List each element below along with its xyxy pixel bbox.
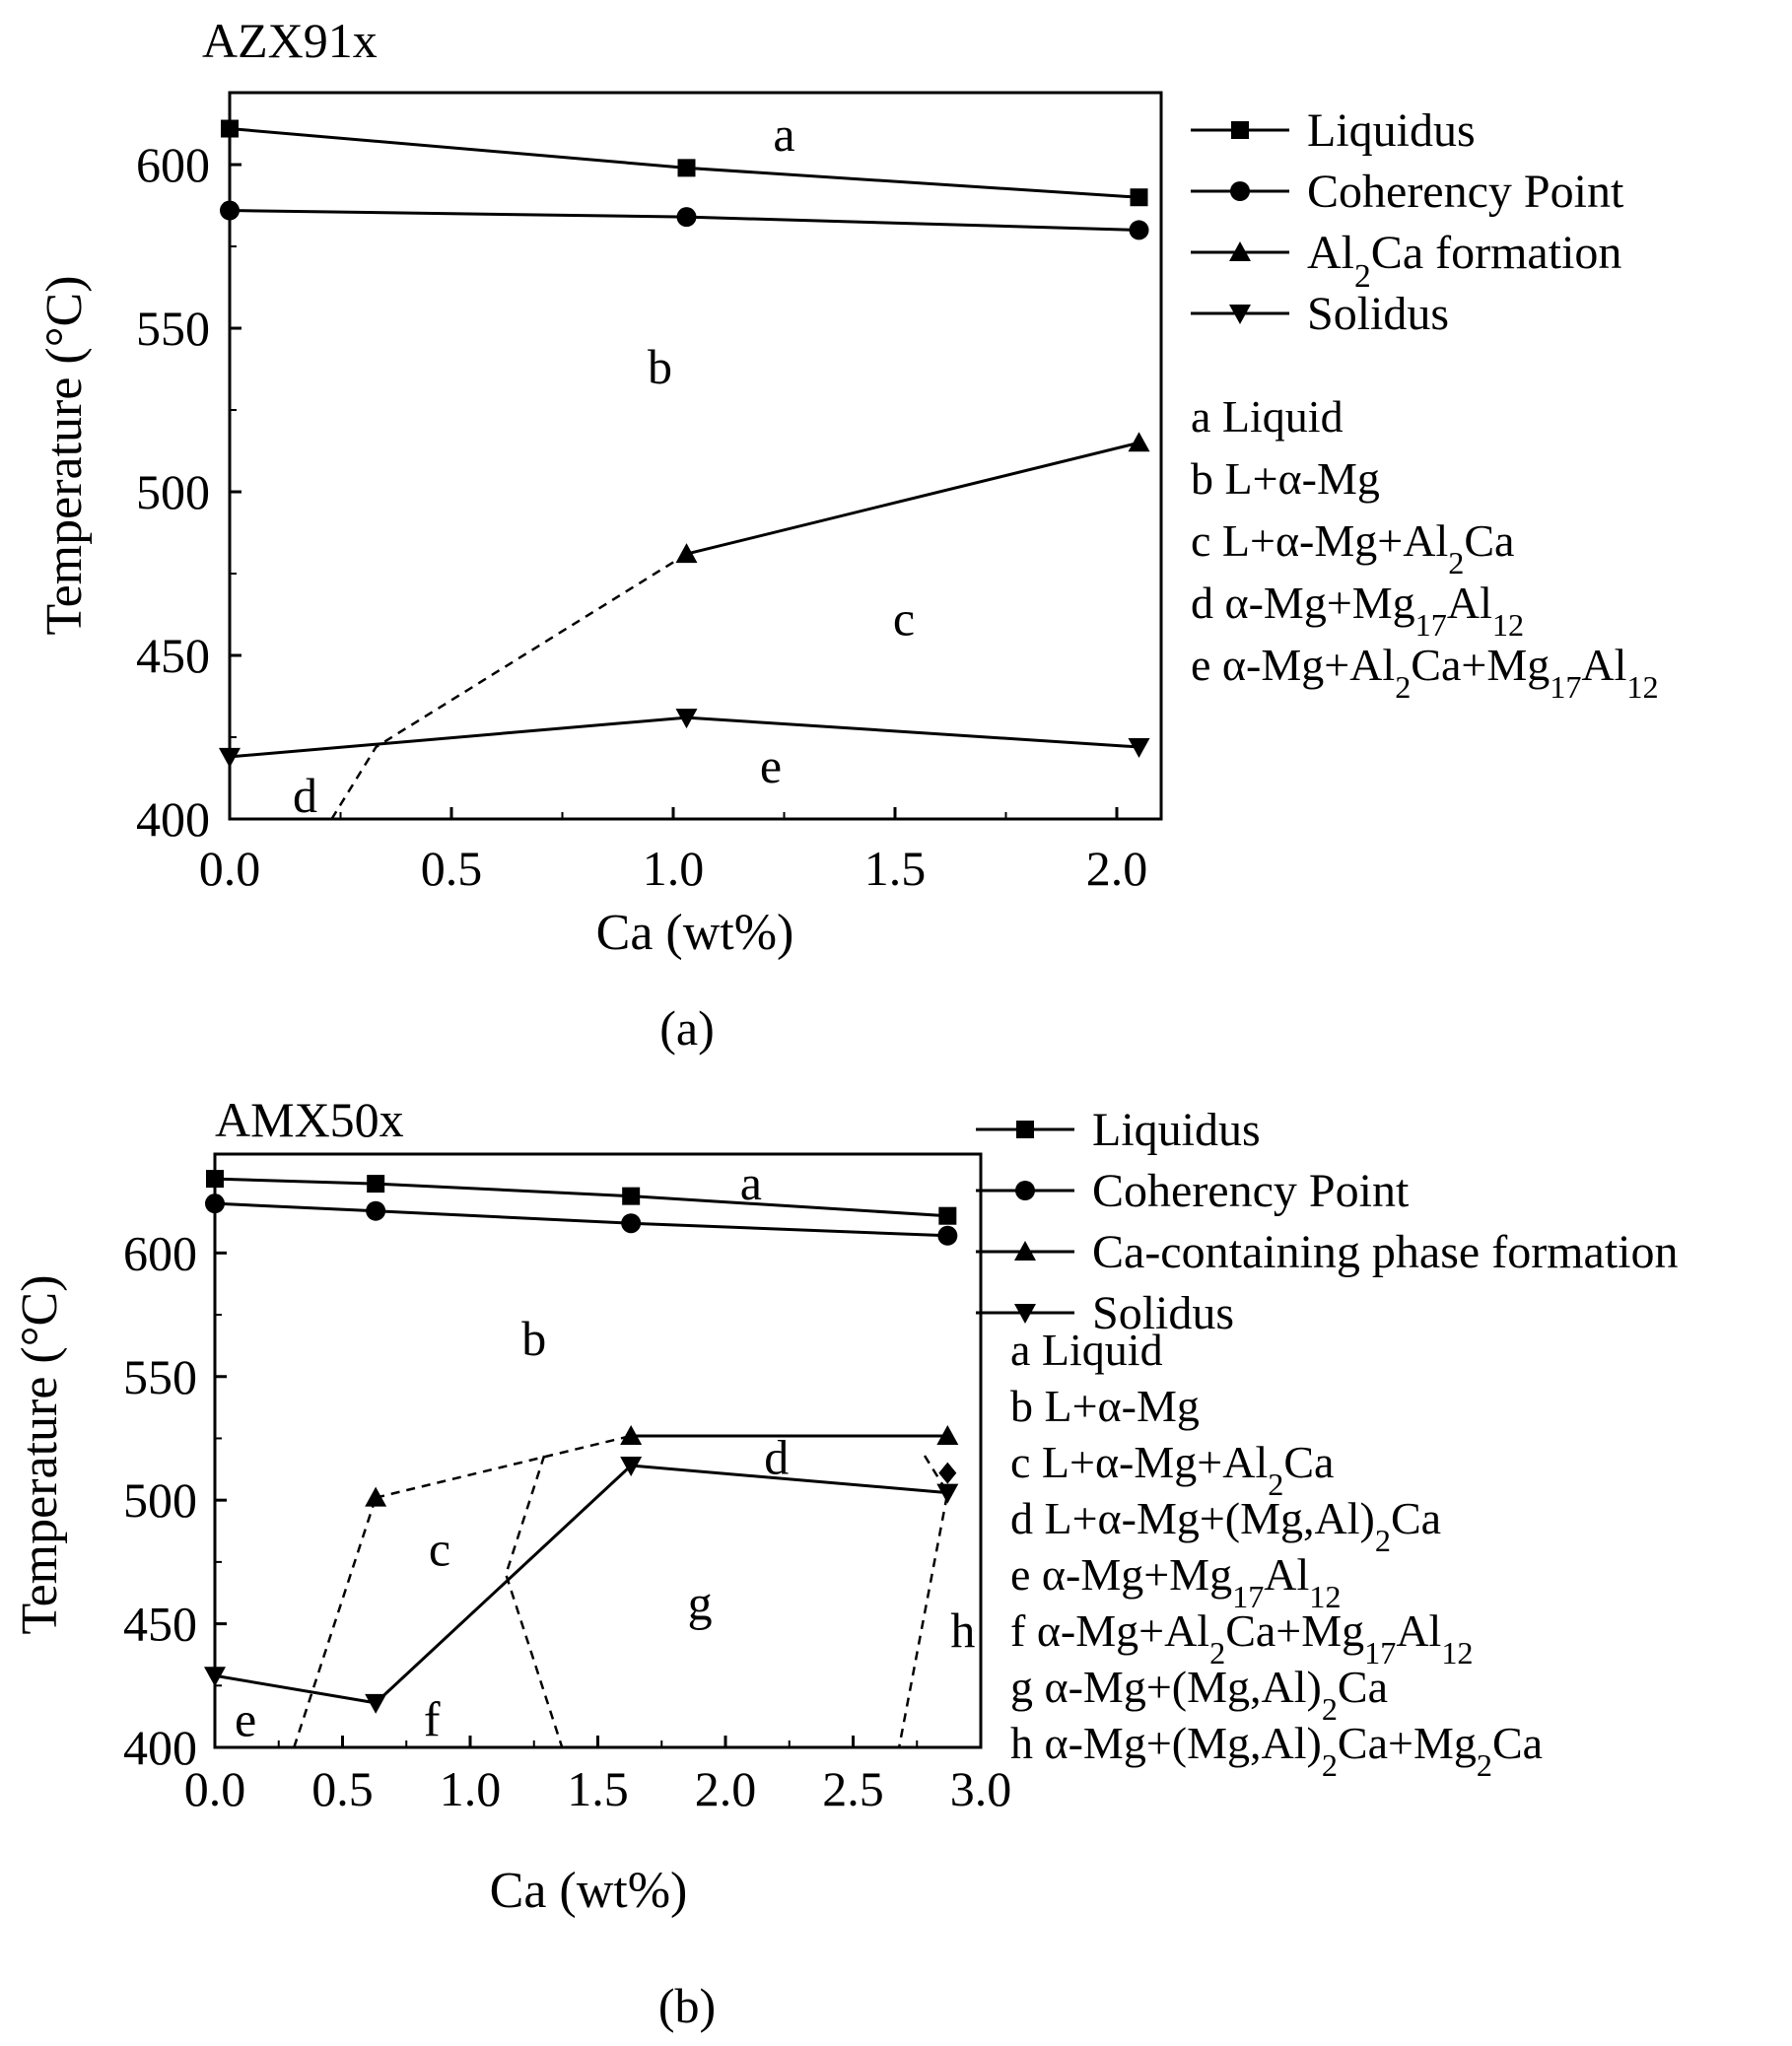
plot-frame [215, 1154, 981, 1747]
series-line-solidus [215, 1466, 947, 1703]
phase-boundary-dashed [294, 1498, 376, 1747]
phase-boundary-dashed [506, 1456, 562, 1747]
legend-entry: Solidus [1092, 1287, 1235, 1339]
data-point-coherency-point [1130, 220, 1149, 239]
y-tick-label: 450 [123, 1596, 197, 1652]
y-tick-label: 550 [123, 1348, 197, 1404]
phase-note: f $\alpha-Mg+Al_2Ca+Mg_{17}Al_{12}$ [1010, 1605, 1474, 1671]
phase-boundary-dashed [376, 1436, 631, 1498]
y-tick-label: 600 [123, 1225, 197, 1281]
y-tick-label: 500 [123, 1472, 197, 1529]
data-point-liquidus [206, 1170, 224, 1188]
chart-title: AMX50x [215, 1092, 404, 1147]
data-point-coherency-point [937, 1226, 957, 1246]
phase-note: g $\alpha-Mg+(Mg,Al)_2Ca$ [1010, 1662, 1389, 1727]
data-point-coherency-point [366, 1201, 385, 1221]
y-tick-label: 400 [123, 1720, 197, 1775]
x-tick-label: 0.5 [311, 1761, 374, 1816]
region-label: a [773, 106, 795, 163]
y-tick-label: 550 [136, 301, 210, 357]
region-label: c [892, 590, 916, 647]
phase-note: c $L+\alpha-Mg+Al_2Ca$ [1191, 515, 1515, 580]
x-tick-label: 3.0 [949, 1761, 1012, 1816]
series-line-al2ca-formation [687, 443, 1139, 554]
data-point-liquidus [938, 1207, 956, 1225]
chart-panel-b [12, 1092, 1679, 2033]
y-axis-label: Temperature (°C) [12, 1274, 68, 1635]
legend-entry: Solidus [1307, 288, 1450, 340]
phase-note: e $\alpha-Mg+Al_2Ca+Mg_{17}Al_{12}$ [1191, 640, 1659, 705]
data-point-liquidus [367, 1175, 384, 1193]
y-tick-label: 500 [136, 464, 210, 520]
phase-note: a Liquid [1010, 1325, 1163, 1375]
y-tick-label: 450 [136, 628, 210, 684]
region-label: g [687, 1575, 713, 1631]
phase-note: b L+α-Mg [1191, 453, 1380, 504]
phase-note: b L+α-Mg [1010, 1381, 1200, 1431]
chart-panel-a [36, 13, 1659, 1056]
x-tick-label: 1.0 [439, 1761, 502, 1816]
phase-note: d $L+\alpha-Mg+(Mg,Al)_2Ca$ [1010, 1493, 1442, 1558]
region-label: d [764, 1429, 790, 1485]
region-label: d [293, 767, 317, 823]
data-point-solidus [936, 1484, 958, 1504]
data-point-solidus [365, 1694, 386, 1714]
region-label: h [950, 1603, 976, 1659]
legend-marker [1016, 1121, 1034, 1138]
x-tick-label: 0.0 [183, 1761, 246, 1816]
legend-entry: Ca-containing phase formation [1092, 1226, 1679, 1278]
x-tick-label: 1.5 [863, 841, 927, 896]
data-point-liquidus [1131, 188, 1148, 206]
panel-caption: (b) [657, 1978, 717, 2033]
region-label: a [739, 1155, 763, 1211]
region-label: f [423, 1691, 441, 1747]
y-tick-label: 400 [136, 791, 210, 847]
x-tick-label: 0.5 [420, 841, 483, 896]
y-tick-label: 600 [136, 137, 210, 193]
legend-entry: Liquidus [1092, 1104, 1261, 1156]
data-point-liquidus [678, 159, 696, 176]
x-axis-label: Ca (wt%) [595, 905, 794, 961]
data-point-al2ca-formation [1129, 432, 1150, 451]
panel-caption: (a) [659, 1000, 715, 1056]
y-axis-label: Temperature (°C) [36, 275, 93, 636]
region-label: b [648, 338, 672, 394]
legend-entry: Coherency Point [1307, 166, 1624, 218]
legend-marker [1230, 181, 1250, 201]
x-tick-label: 2.5 [822, 1761, 884, 1816]
legend-entry: Liquidus [1307, 104, 1476, 157]
x-tick-label: 2.0 [694, 1761, 757, 1816]
series-line-liquidus [215, 1179, 947, 1216]
data-point-coherency-point [205, 1194, 225, 1213]
legend-entry: $Al_2Ca$ formation [1307, 227, 1622, 295]
phase-boundary-dashed [899, 1456, 947, 1747]
phase-note: h $\alpha-Mg+(Mg,Al)_2Ca+Mg_2Ca$ [1010, 1718, 1544, 1783]
region-label: c [428, 1521, 451, 1577]
phase-note: d $\alpha-Mg+Mg_{17}Al_{12}$ [1191, 578, 1525, 643]
x-tick-label: 0.0 [198, 841, 261, 896]
x-tick-label: 1.0 [642, 841, 705, 896]
data-point-liquidus [221, 120, 239, 138]
legend-entry: Coherency Point [1092, 1165, 1410, 1217]
chart-title: AZX91x [202, 13, 378, 68]
data-point-liquidus [622, 1188, 640, 1205]
phase-note: c $L+\alpha-Mg+Al_2Ca$ [1010, 1437, 1335, 1502]
data-point-coherency-point [677, 207, 697, 227]
data-point-solidus [219, 748, 241, 768]
region-label: b [521, 1311, 547, 1367]
phase-boundary-dashed [332, 554, 687, 819]
data-point-coherency-point [621, 1213, 641, 1233]
region-label: e [759, 737, 783, 793]
legend-marker [1231, 121, 1249, 139]
region-label: e [234, 1691, 257, 1747]
x-axis-label: Ca (wt%) [489, 1863, 688, 1919]
phase-note: e $\alpha-Mg+Mg_{17}Al_{12}$ [1010, 1549, 1342, 1614]
data-point-diamond [938, 1463, 956, 1484]
x-tick-label: 1.5 [567, 1761, 629, 1816]
legend-marker [1015, 1181, 1035, 1200]
x-tick-label: 2.0 [1085, 841, 1148, 896]
data-point-coherency-point [220, 201, 240, 221]
phase-note: a Liquid [1191, 391, 1344, 442]
